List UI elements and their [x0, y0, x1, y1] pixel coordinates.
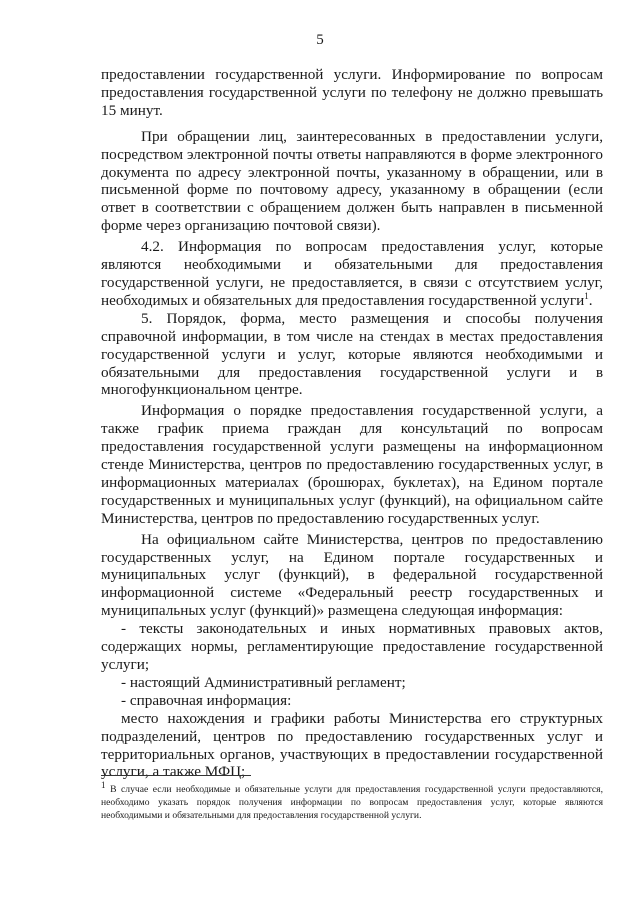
footnote-divider — [101, 775, 251, 776]
page-number: 5 — [316, 32, 324, 48]
paragraph-section-4-2 — [101, 238, 603, 310]
list-item-legal-acts: - тексты законодательных и иных нормативных правовых актов, содержащих нормы, регламентирующие предоставление государственной услуги; — [101, 620, 603, 673]
paragraph-email-requests: При обращении лиц, заинтересованных в предоставлении услуги, посредством электронной почты ответы направляются в форме электронного документа по адресу электронной почты, указанному в обращении, или в письменной форме по почтовому адресу, указанному в обращении (если ответ в соответствии с обращением должен быть направлен в письменной форме через организацию почтовой связи). — [101, 127, 603, 235]
footnote-mark: 1 — [101, 779, 106, 790]
footnote-text-block — [101, 779, 603, 822]
document-body — [101, 66, 603, 781]
footnote-reference[interactable]: 1 — [584, 290, 589, 301]
paragraph-section-4-2-text: 4.2. Информация по вопросам предоставления услуг, которые являются необходимыми и обязательными для предоставления государственной услуги, не предоставляется, в связи с отсутствием услуг, необходимых и обязательных для предоставления государственной услуги — [101, 238, 603, 309]
paragraph-telephone-info: предоставлении государственной услуги. Информирование по вопросам предоставления государственной услуги по телефону не должно превышать 15 минут. — [101, 66, 603, 119]
paragraph-schedule-info: Информация о порядке предоставления государственной услуги, а также график приема граждан для консультаций по вопросам предоставления государственной услуги размещены на информационном стенде Министерства, центров по предоставлению государственных услуг, в информационных материалах (брошюрах, буклетах), на Едином портале государственных и муниципальных услуг (функций), на официальном сайте Министерства, центров по предоставлению государственных услуг. — [101, 402, 603, 527]
list-item-regulation: - настоящий Административный регламент; — [121, 673, 406, 691]
paragraph-official-site: На официальном сайте Министерства, центров по предоставлению государственных услуг, на Едином портале государственных и муниципальных услуг (функций), в федеральной государственной информационной системе «Федеральный реестр государственных и муниципальных услуг (функций)» размещена следующая информация: — [101, 530, 603, 620]
paragraph-section-5: 5. Порядок, форма, место размещения и способы получения справочной информации, в том числе на стендах в местах предоставления государственной услуги и услуг, которые являются необходимыми и обязательными для предоставления государственной услуги и в многофункциональном центре. — [101, 309, 603, 399]
footnote — [101, 779, 603, 822]
paragraph-section-4-2-end: . — [588, 291, 593, 309]
list-item-reference-info: - справочная информация: — [121, 691, 292, 709]
footnote-text: В случае если необходимые и обязательные услуги для предоставления государственной услуги предоставляются, необходимо указать порядок получения информации по вопросам предоставления услуг, которые являются необходимыми и обязательными для предоставления государственной услуги. — [101, 784, 603, 821]
paragraph-locations: место нахождения и графики работы Министерства его структурных подразделений, центров по предоставлению государственных услуг и территориальных органов, участвующих в предоставлении государственной услуги, а также МФЦ; — [101, 709, 603, 781]
